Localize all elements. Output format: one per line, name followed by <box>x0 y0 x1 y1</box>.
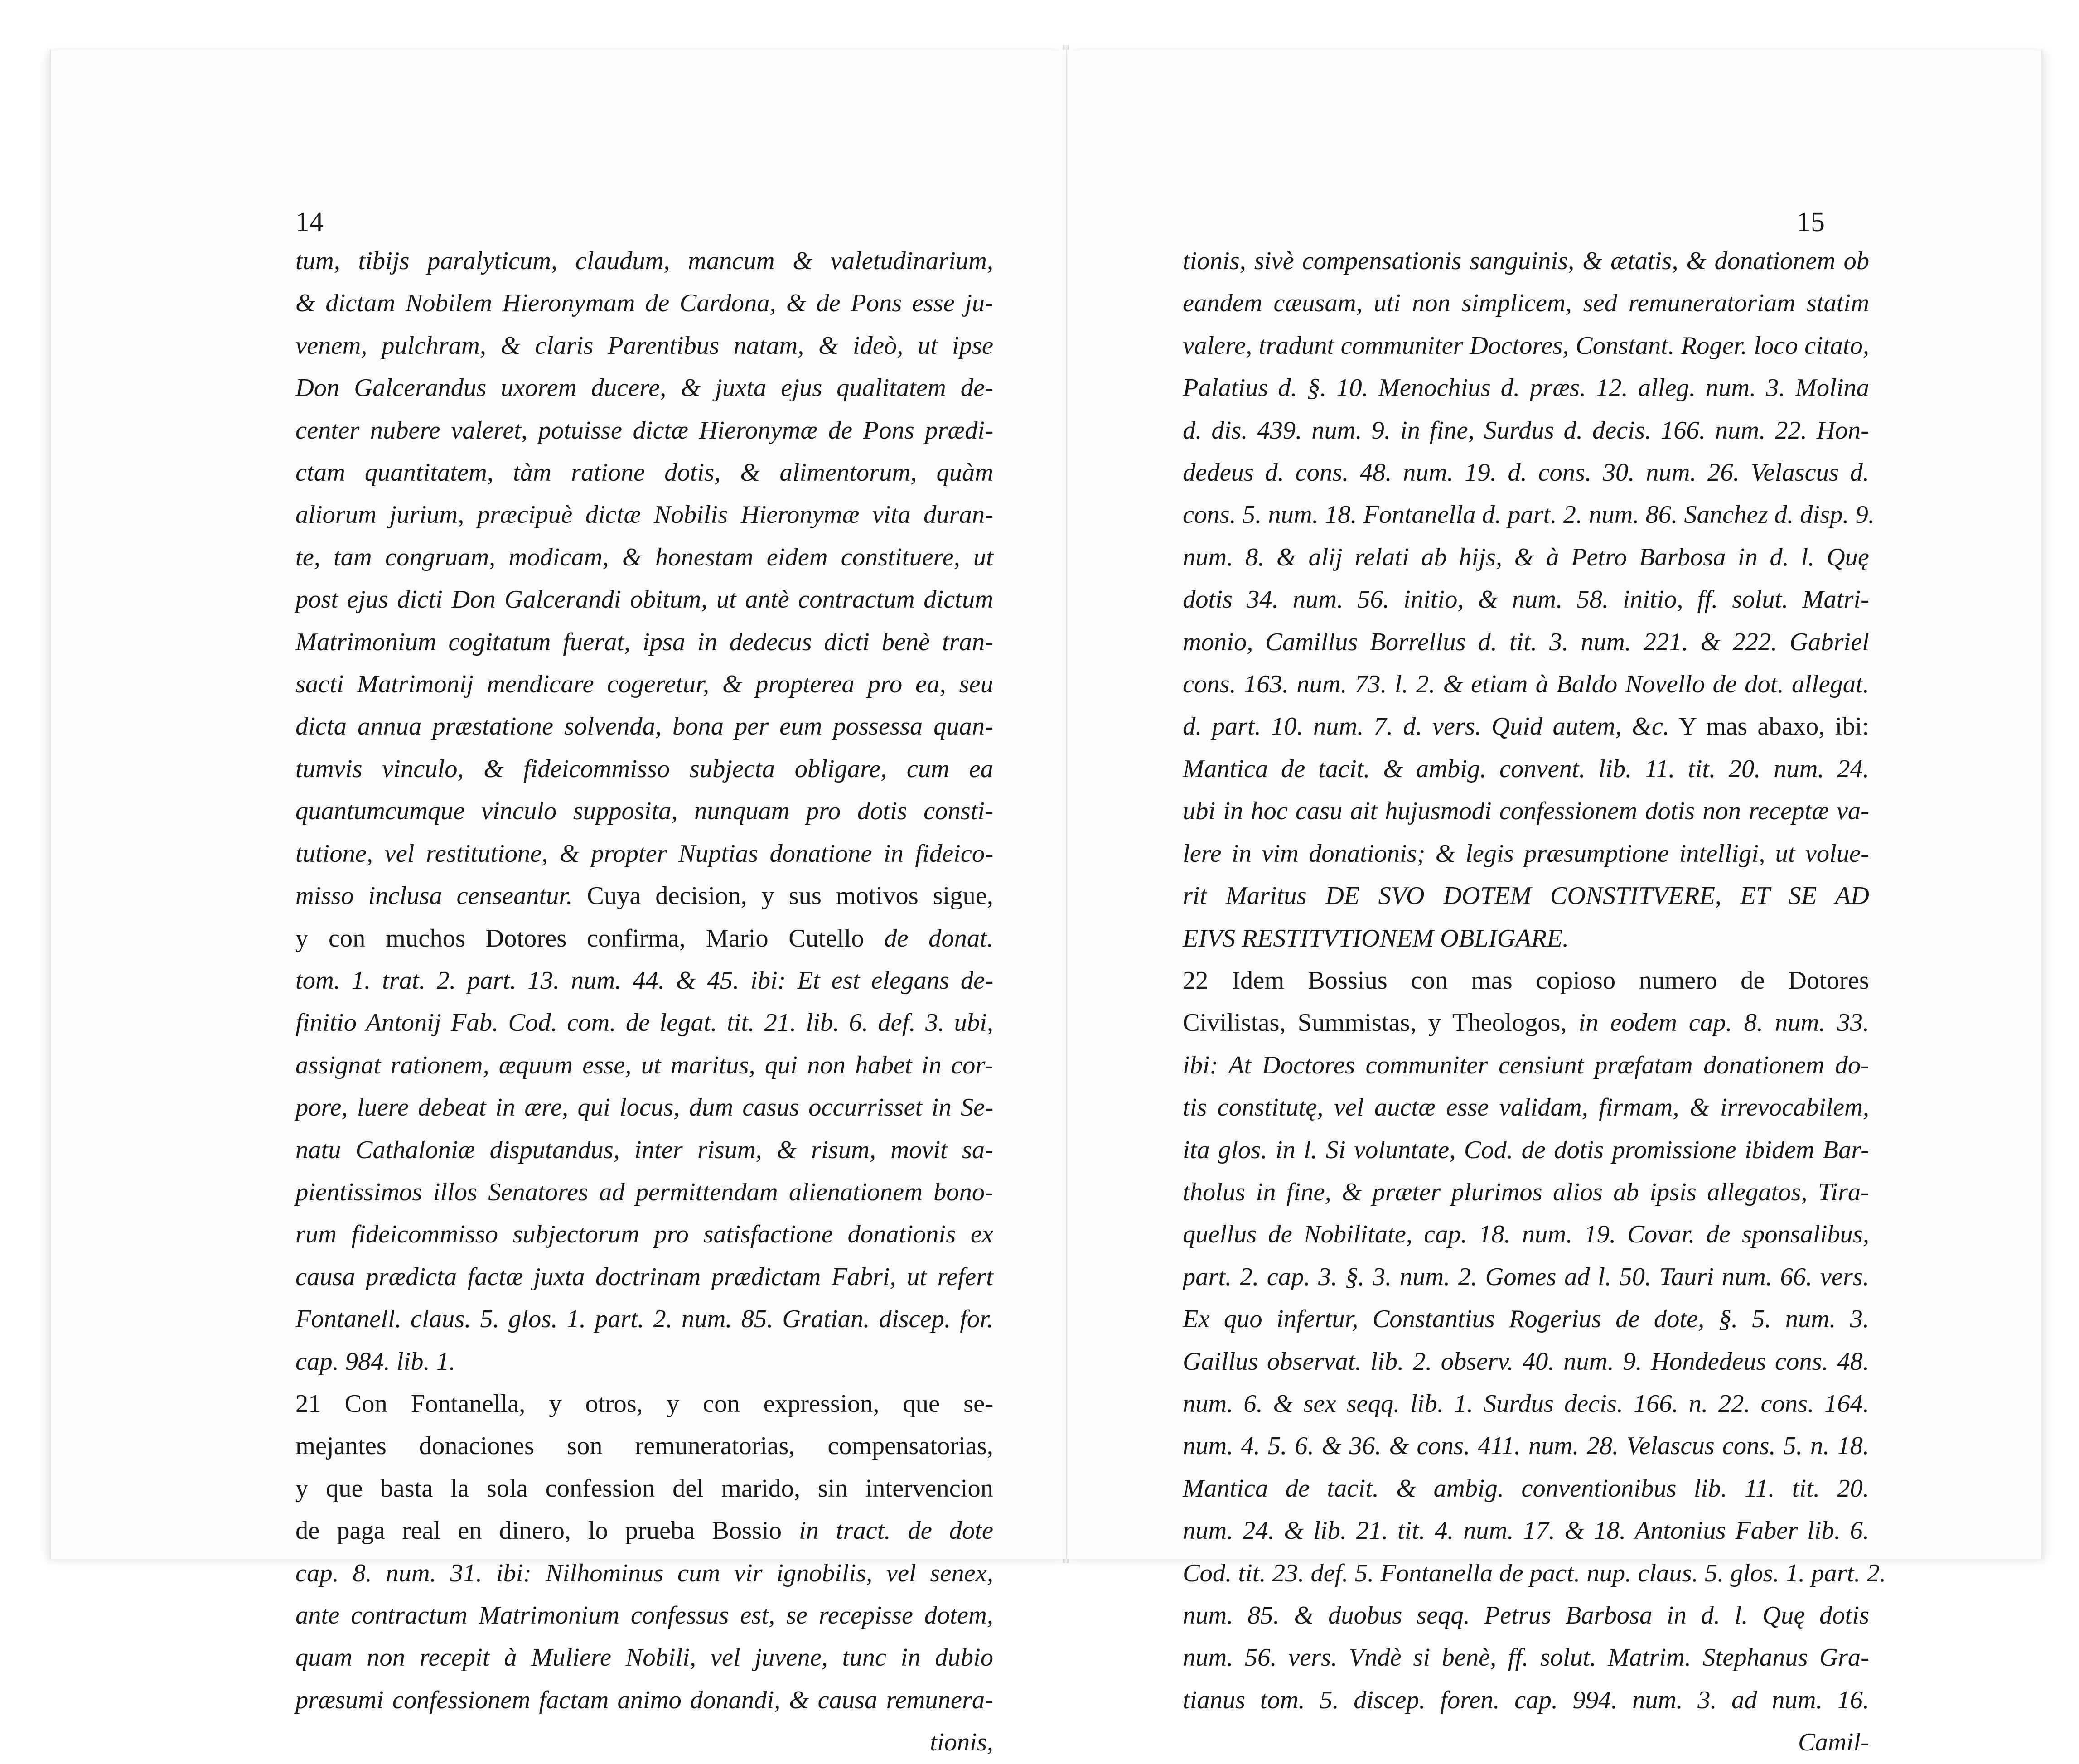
text-line <box>1183 1341 1869 1383</box>
catchword: Camil- <box>1798 1728 1869 1757</box>
text-line <box>1183 875 1869 917</box>
line-segment: Ex quo infertur, Constantius Rogerius de dote, §. 5. num. 3. <box>1183 1305 1869 1334</box>
line-segment: te, tam congruam, modicam, & honestam eidem constituere, ut <box>295 543 993 571</box>
text-line <box>295 325 993 367</box>
line-segment: 21 Con Fontanella, y otros, y con expression, que se- <box>295 1389 993 1418</box>
text-line <box>1183 325 1869 367</box>
text-line <box>295 748 993 790</box>
line-segment: d. dis. 439. num. 9. in fine, Surdus d. decis. 166. num. 22. Hon- <box>1183 416 1869 445</box>
text-line <box>295 1044 993 1087</box>
text-line <box>295 1129 993 1171</box>
line-segment: venem, pulchram, & claris Parentibus natam, & ideò, ut ipse <box>295 331 993 360</box>
line-segment: rum fideicommisso subjectorum pro satisfactione donationis ex <box>295 1220 993 1249</box>
text-line <box>295 875 993 917</box>
text-line <box>295 1425 993 1467</box>
text-line <box>295 833 993 875</box>
page-number: 14 <box>295 207 324 237</box>
text-line <box>295 1256 993 1298</box>
line-segment: finitio Antonij Fab. Cod. com. de legat. tit. 21. lib. 6. def. 3. ubi, <box>295 1009 993 1037</box>
line-segment: tom. 1. trat. 2. part. 13. num. 44. & 45. ibi: Et est elegans de- <box>295 966 993 995</box>
line-segment: num. 24. & lib. 21. tit. 4. num. 17. & 18. Antonius Faber lib. 6. <box>1183 1517 1869 1545</box>
line-segment: tis constitutę, vel auctæ esse validam, firmam, & irrevocabilem, <box>1183 1093 1869 1122</box>
text-line <box>295 282 993 324</box>
text-line <box>295 1468 993 1510</box>
text-line <box>295 1679 993 1721</box>
line-segment: monio, Camillus Borrellus d. tit. 3. num. 221. & 222. Gabriel <box>1183 628 1869 656</box>
text-line <box>295 1637 993 1679</box>
text-line <box>295 240 993 282</box>
text-line <box>1183 1383 1869 1425</box>
line-segment: natu Cathaloniæ disputandus, inter risum, & risum, movit sa- <box>295 1136 993 1164</box>
line-segment: cap. 8. num. 31. ibi: Nilhominus cum vir ignobilis, vel senex, <box>295 1559 993 1587</box>
line-segment: Cod. tit. 23. def. 5. Fontanella de pact. nup. claus. 5. glos. 1. part. 2. <box>1183 1559 1886 1587</box>
text-line <box>1183 282 1869 324</box>
page-text <box>295 240 993 1764</box>
line-segment: num. 85. & duobus seqq. Petrus Barbosa in d. l. Quę dotis <box>1183 1601 1869 1629</box>
line-segment: cons. 163. num. 73. l. 2. & etiam à Baldo Novello de dot. allegat. <box>1183 670 1869 699</box>
line-segment: Civilistas, Summistas, y Theologos, <box>1183 1009 1567 1037</box>
line-segment: tumvis vinculo, & fideicommisso subjecta obligare, cum ea <box>295 754 993 783</box>
text-line <box>1183 918 1869 960</box>
text-line <box>295 1298 993 1340</box>
line-segment: pientissimos illos Senatores ad permittendam alienationem bono- <box>295 1178 993 1206</box>
line-segment: valere, tradunt communiter Doctores, Constant. Roger. loco citato, <box>1183 331 1869 360</box>
text-line <box>1183 536 1869 579</box>
line-segment: tholus in fine, & præter plurimos alios ab ipsis allegatos, Tira- <box>1183 1178 1869 1206</box>
text-line <box>1183 748 1869 790</box>
text-line <box>1183 960 1869 1002</box>
line-segment: tutione, vel restitutione, & propter Nuptias donatione in fideico- <box>295 839 993 868</box>
text-line <box>295 790 993 832</box>
line-segment: cap. 984. lib. 1. <box>295 1347 456 1376</box>
left-page <box>50 50 1066 1757</box>
text-line <box>1183 790 1869 832</box>
line-segment: y que basta la sola confession del marido, sin intervencion <box>295 1474 993 1503</box>
line-segment: pore, luere debeat in ære, qui locus, dum casus occurrisset in Se- <box>295 1093 993 1122</box>
line-segment: dedeus d. cons. 48. num. 19. d. cons. 30. num. 26. Velascus d. <box>1183 459 1869 487</box>
line-segment: quam non recepit à Muliere Nobili, vel juvene, tunc in dubio <box>295 1643 993 1672</box>
line-segment: lere in vim donationis; & legis præsumptione intelligi, ut volue- <box>1183 839 1869 868</box>
catchword: tionis, <box>930 1728 993 1757</box>
text-line <box>295 1002 993 1044</box>
line-segment: & dictam Nobilem Hieronymam de Cardona, & de Pons esse ju- <box>295 289 993 318</box>
text-line <box>1183 1087 1869 1129</box>
text-line <box>295 1213 993 1256</box>
line-segment: num. 4. 5. 6. & 36. & cons. 411. num. 28. Velascus cons. 5. n. 18. <box>1183 1432 1869 1460</box>
line-segment: Palatius d. §. 10. Menochius d. præs. 12. alleg. num. 3. Molina <box>1183 374 1869 402</box>
line-segment: Don Galcerandus uxorem ducere, & juxta ejus qualitatem de- <box>295 374 993 402</box>
line-segment: rit Maritus DE SVO DOTEM CONSTITVERE, ET SE AD <box>1183 882 1869 910</box>
line-segment: Matrimonium cogitatum fuerat, ipsa in dedecus dicti benè tran- <box>295 628 993 656</box>
text-line <box>1183 1552 1886 1595</box>
text-line <box>295 1595 993 1637</box>
line-segment: y con muchos Dotores confirma, Mario Cutello <box>295 924 864 952</box>
line-segment-roman: Cuya decision, y sus motivos sigue, <box>572 882 993 910</box>
line-segment: aliorum jurium, præcipuè dictæ Nobilis Hieronymæ vita duran- <box>295 501 993 529</box>
line-segment: 22 Idem Bossius con mas copioso numero de Dotores <box>1183 966 1869 995</box>
line-segment: assignat rationem, æquum esse, ut maritus, qui non habet in cor- <box>295 1051 993 1079</box>
text-line <box>1183 1595 1869 1637</box>
line-segment: tionis, sivè compensationis sanguinis, & ætatis, & donationem ob <box>1183 247 1869 275</box>
line-segment: tianus tom. 5. discep. foren. cap. 994. num. 3. ad num. 16. <box>1183 1686 1869 1714</box>
text-line <box>295 452 993 494</box>
text-line <box>295 960 993 1002</box>
text-line <box>1183 1510 1869 1552</box>
text-line <box>1183 1044 1869 1087</box>
line-segment: ita glos. in l. Si voluntate, Cod. de dotis promissione ibidem Bar- <box>1183 1136 1869 1164</box>
text-line <box>1183 367 1869 409</box>
line-segment: dicta annua præstatione solvenda, bona per eum possessa quan- <box>295 712 993 741</box>
line-segment: tum, tibijs paralyticum, claudum, mancum & valetudinarium, <box>295 247 993 275</box>
line-segment: Fontanell. claus. 5. glos. 1. part. 2. num. 85. Gratian. discep. for. <box>295 1305 993 1334</box>
line-segment: ubi in hoc casu ait hujusmodi confessionem dotis non receptæ va- <box>1183 797 1869 826</box>
line-segment: num. 56. vers. Vndè si benè, ff. solut. Matrim. Stephanus Gra- <box>1183 1643 1869 1672</box>
line-segment: præsumi confessionem factam animo donandi, & causa remunera- <box>295 1686 993 1714</box>
line-segment: misso inclusa censeantur. <box>295 882 573 910</box>
text-line <box>295 663 993 706</box>
text-line <box>295 1341 993 1383</box>
text-line <box>1183 1468 1869 1510</box>
line-segment: sacti Matrimonij mendicare cogeretur, & propterea pro ea, seu <box>295 670 993 699</box>
line-segment: Gaillus observat. lib. 2. observ. 40. num. 9. Hondedeus cons. 48. <box>1183 1347 1869 1376</box>
line-segment: Mantica de tacit. & ambig. convent. lib. 11. tit. 20. num. 24. <box>1183 754 1869 783</box>
page-text <box>1183 240 1886 1764</box>
right-page <box>1067 50 2042 1757</box>
line-segment: d. part. 10. num. 7. d. vers. Quid autem, &c. <box>1183 712 1670 741</box>
text-line <box>1183 1171 1869 1213</box>
page-number: 15 <box>1797 207 1825 237</box>
text-line <box>295 410 993 452</box>
text-line <box>295 621 993 663</box>
text-line <box>295 1171 993 1213</box>
text-line <box>295 367 993 409</box>
line-segment: part. 2. cap. 3. §. 3. num. 2. Gomes ad l. 50. Tauri num. 66. vers. <box>1183 1262 1869 1291</box>
text-line <box>1183 1256 1869 1298</box>
text-line <box>1183 621 1869 663</box>
text-line <box>1183 1129 1869 1171</box>
line-segment: ibi: At Doctores communiter censiunt præfatam donationem do- <box>1183 1051 1869 1079</box>
text-line <box>295 1087 993 1129</box>
text-line <box>1183 1002 1869 1044</box>
text-line <box>295 706 993 748</box>
line-segment: cons. 5. num. 18. Fontanella d. part. 2. num. 86. Sanchez d. disp. 9. <box>1183 501 1875 529</box>
text-line <box>1183 1679 1869 1721</box>
text-line <box>295 918 993 960</box>
line-segment: quantumcumque vinculo supposita, nunquam pro dotis consti- <box>295 797 993 826</box>
line-segment: quellus de Nobilitate, cap. 18. num. 19. Covar. de sponsalibus, <box>1183 1220 1869 1249</box>
text-line <box>295 1383 993 1425</box>
text-line <box>295 579 993 621</box>
line-segment: de paga real en dinero, lo prueba Bossio <box>295 1517 782 1545</box>
text-line <box>1183 663 1869 706</box>
line-segment: EIVS RESTITVTIONEM OBLIGARE. <box>1183 924 1569 952</box>
line-segment: eandem cæusam, uti non simplicem, sed remuneratoriam statim <box>1183 289 1869 318</box>
line-segment: ante contractum Matrimonium confessus est, se recepisse dotem, <box>295 1601 993 1629</box>
line-segment-italic: de donat. <box>864 924 993 952</box>
text-line <box>295 1510 993 1552</box>
text-line <box>1183 240 1869 282</box>
text-line <box>295 494 993 536</box>
line-segment: post ejus dicti Don Galcerandi obitum, ut antè contractum dictum <box>295 585 993 614</box>
line-segment-italic: in tract. de dote <box>782 1517 993 1545</box>
line-segment-roman: Y mas abaxo, ibi: <box>1669 712 1869 741</box>
line-segment-italic: in eodem cap. 8. num. 33. <box>1567 1009 1869 1037</box>
text-line <box>1183 1637 1869 1679</box>
text-line <box>1183 706 1869 748</box>
text-line <box>1183 1298 1869 1340</box>
line-segment: center nubere valeret, potuisse dictæ Hieronymæ de Pons prædi- <box>295 416 993 445</box>
line-segment: mejantes donaciones son remuneratorias, compensatorias, <box>295 1432 993 1460</box>
line-segment: dotis 34. num. 56. initio, & num. 58. initio, ff. solut. Matri- <box>1183 585 1869 614</box>
text-line <box>1183 494 1875 536</box>
line-segment: causa prædicta factæ juxta doctrinam prædictam Fabri, ut refert <box>295 1262 993 1291</box>
text-line <box>1183 410 1869 452</box>
text-line <box>1183 1213 1869 1256</box>
text-line <box>1183 1425 1869 1467</box>
text-line <box>1183 452 1869 494</box>
text-line <box>1183 579 1869 621</box>
line-segment: num. 6. & sex seqq. lib. 1. Surdus decis. 166. n. 22. cons. 164. <box>1183 1389 1869 1418</box>
line-segment: Mantica de tacit. & ambig. conventionibus lib. 11. tit. 20. <box>1183 1474 1869 1503</box>
text-line <box>1183 833 1869 875</box>
text-line <box>295 1552 993 1595</box>
line-segment: ctam quantitatem, tàm ratione dotis, & alimentorum, quàm <box>295 459 993 487</box>
line-segment: num. 8. & alij relati ab hijs, & à Petro Barbosa in d. l. Quę <box>1183 543 1869 571</box>
text-line <box>295 536 993 579</box>
